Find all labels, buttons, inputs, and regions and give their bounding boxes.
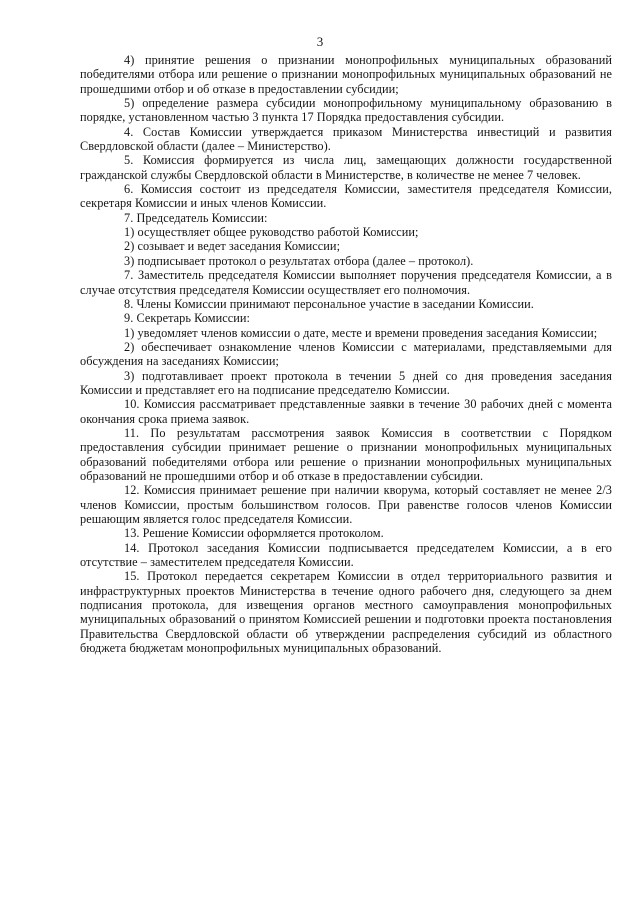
paragraph-4-decision: 4) принятие решения о признании монопрофильных муниципальных образований победителями отбора или решение о признании монопрофильных муниципальных образований не прошедшими отбор и об отказе в предоставлении субсидии; bbox=[80, 53, 612, 96]
clause-4-commission-composition: 4. Состав Комиссии утверждается приказом Министерства инвестиций и развития Свердловской области (далее – Министерство). bbox=[80, 124, 612, 154]
page-number: 3 bbox=[316, 34, 324, 49]
clause-10-review-period: 10. Комиссия рассматривает представленные заявки в течение 30 рабочих дней с момента окончания срока приема заявок. bbox=[80, 397, 612, 426]
paragraph-5-subsidy-amount: 5) определение размера субсидии монопрофильному муниципальному образованию в порядке, установленном частью 3 пункта 17 Порядка предоставления субсидии. bbox=[80, 96, 612, 125]
secretary-duty-3: 3) подготавливает проект протокола в течении 5 дней со дня проведения заседания Комиссии и представляет его на подписание председателю Комиссии. bbox=[80, 368, 612, 397]
clause-12-quorum: 12. Комиссия принимает решение при наличии кворума, который составляет не менее 2/3 членов Комиссии, простым большинством голосов. При равенстве голосов членов Комиссии решающим является голос председателя Комиссии. bbox=[80, 483, 612, 526]
document-body bbox=[80, 53, 612, 655]
clause-5-commission-formation: 5. Комиссия формируется из числа лиц, замещающих должности государственной гражданской службы Свердловской области в Министерстве, в количестве не менее 7 человек. bbox=[80, 153, 612, 182]
clause-7-deputy-chairman: 7. Заместитель председателя Комиссии выполняет поручения председателя Комиссии, а в случае отсутствия председателя Комиссии осуществляет его полномочия. bbox=[80, 268, 612, 297]
secretary-duty-2: 2) обеспечивает ознакомление членов Комиссии с материалами, представляемыми для обсуждения на заседаниях Комиссии; bbox=[80, 339, 612, 369]
chairman-duty-1: 1) осуществляет общее руководство работой Комиссии; bbox=[124, 225, 419, 240]
clause-6-commission-members: 6. Комиссия состоит из председателя Комиссии, заместителя председателя Комиссии, секретаря Комиссии и иных членов Комиссии. bbox=[80, 182, 612, 211]
chairman-duty-3: 3) подписывает протокол о результатах отбора (далее – протокол). bbox=[124, 253, 474, 268]
clause-11-review-results: 11. По результатам рассмотрения заявок Комиссия в соответствии с Порядком предоставления субсидии принимает решение о признании монопрофильных муниципальных образований победителями отбора или решение о признании монопрофильных муниципальных образований не прошедшими отбор и об отказе в предоставлении субсидии. bbox=[80, 425, 612, 483]
clause-9-secretary-heading: 9. Секретарь Комиссии: bbox=[124, 311, 250, 326]
clause-13-protocol: 13. Решение Комиссии оформляется протоколом. bbox=[124, 526, 384, 541]
clause-14-protocol-signing: 14. Протокол заседания Комиссии подписывается председателем Комиссии, а в его отсутствие – заместителем председателя Комиссии. bbox=[80, 540, 612, 570]
clause-7-chairman-heading: 7. Председатель Комиссии: bbox=[124, 210, 268, 225]
chairman-duty-2: 2) созывает и ведет заседания Комиссии; bbox=[124, 239, 341, 254]
secretary-duty-1: 1) уведомляет членов комиссии о дате, месте и времени проведения заседания Комиссии; bbox=[124, 325, 598, 340]
clause-8-members: 8. Члены Комиссии принимают персональное участие в заседании Комиссии. bbox=[124, 296, 534, 311]
clause-15-protocol-transfer: 15. Протокол передается секретарем Комиссии в отдел территориального развития и инфраструктурных проектов Министерства в течение одного рабочего дня, следующего за днем подписания протокола, для извещения органов местного самоуправления монопрофильных муниципальных образований о принятом Комиссией решении и подготовки проекта постановления Правительства Свердловской области об утверждении распределения субсидий из областного бюджета бюджетам монопрофильных муниципальных образований. bbox=[80, 569, 612, 656]
